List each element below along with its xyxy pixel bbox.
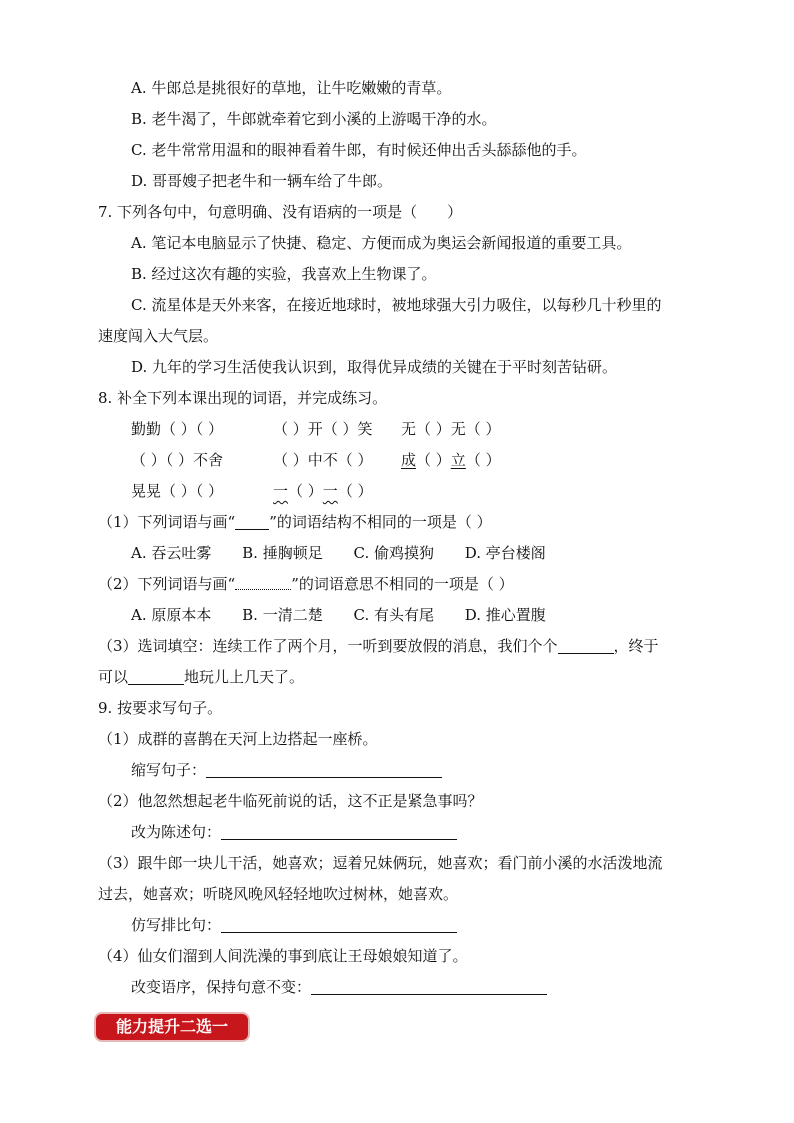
q8-sub2: （2）下列词语与画“ ”的词语意思不相同的一项是（ ） bbox=[98, 575, 514, 593]
q8-sub1: （1）下列词语与画“ ”的词语结构不相同的一项是（ ） bbox=[98, 513, 492, 531]
q8-sub3-line2: 可以 地玩儿上几天了。 bbox=[98, 668, 305, 686]
q7-stem: 7. 下列各句中，句意明确、没有语病的一项是（ ） bbox=[98, 203, 463, 221]
q8-word-r1c2: （ ）开（ ）笑 bbox=[273, 420, 373, 438]
q7-option-a: A. 笔记本电脑显示了快捷、稳定、方便而成为奥运会新闻报道的重要工具。 bbox=[131, 234, 632, 252]
fill-blank-1[interactable] bbox=[558, 637, 614, 654]
q9-s1-answer: 缩写句子： bbox=[131, 760, 442, 780]
q7-option-c-line1: C. 流星体是天外来客，在接近地球时，被地球强大引力吸住，以每秒几十秒里的 bbox=[131, 296, 662, 314]
q8-stem: 8. 补全下列本课出现的词语，并完成练习。 bbox=[98, 389, 388, 407]
answer-line-1[interactable] bbox=[206, 761, 442, 778]
q9-s3-answer: 仿写排比句： bbox=[131, 915, 457, 935]
q8-word-r3c2-wavy-a: 一 bbox=[273, 482, 289, 500]
q6-option-b: B. 老牛渴了，牛郎就牵着它到小溪的上游喝干净的水。 bbox=[131, 110, 497, 128]
q9-s2: （2）他忽然想起老牛临死前说的话，这不正是紧急事吗？ bbox=[98, 792, 483, 810]
q6-option-a: A. 牛郎总是挑很好的草地，让牛吃嫩嫩的青草。 bbox=[131, 79, 452, 97]
q9-s3-line1: （3）跟牛郎一块儿干活，她喜欢；逗着兄妹俩玩，她喜欢；看门前小溪的水活泼地流 bbox=[98, 854, 663, 872]
q8-sub2-options: A. 原原本本 B. 一清二楚 C. 有头有尾 D. 推心置腹 bbox=[131, 606, 546, 624]
answer-line-3[interactable] bbox=[221, 916, 457, 933]
fill-blank-2[interactable] bbox=[128, 668, 184, 685]
q8-sub1-options: A. 吞云吐雾 B. 捶胸顿足 C. 偷鸡摸狗 D. 亭台楼阁 bbox=[131, 544, 546, 562]
q9-s2-answer: 改为陈述句： bbox=[131, 822, 457, 842]
q8-word-r3c2-wavy-b: 一 bbox=[322, 482, 338, 500]
q8-word-r1c1: 勤勤（ ）（ ） bbox=[131, 420, 224, 438]
q8-word-r2c3-underlined-a: 成 bbox=[401, 451, 417, 469]
q9-s1: （1）成群的喜鹊在天河上边搭起一座桥。 bbox=[98, 730, 378, 748]
straight-underline-sample bbox=[235, 513, 269, 530]
q9-s4: （4）仙女们溜到人间洗澡的事到底让王母娘娘知道了。 bbox=[98, 947, 468, 965]
q9-s3-line2: 过去，她喜欢；听晓风晚风轻轻地吹过树林，她喜欢。 bbox=[98, 885, 459, 903]
q7-option-d: D. 九年的学习生活使我认识到，取得优异成绩的关键在于平时刻苦钻研。 bbox=[131, 358, 618, 376]
q8-word-r2c1: （ ）（ ）不舍 bbox=[131, 451, 224, 469]
q8-word-r3c1: 晃晃（ ）（ ） bbox=[131, 482, 224, 500]
q8-word-r3c2: 一（ ）一（ ） bbox=[273, 482, 373, 500]
q7-option-c-line2: 速度闯入大气层。 bbox=[98, 327, 219, 345]
q8-word-r2c3: 成（ ）立（ ） bbox=[401, 451, 501, 469]
answer-line-2[interactable] bbox=[221, 823, 457, 840]
q6-option-c: C. 老牛常常用温和的眼神看着牛郎，有时候还伸出舌头舔舔他的手。 bbox=[131, 141, 587, 159]
q9-s4-answer: 改变语序，保持句意不变： bbox=[131, 977, 547, 997]
q6-option-d: D. 哥哥嫂子把老牛和一辆车给了牛郎。 bbox=[131, 172, 393, 190]
q7-option-b: B. 经过这次有趣的实验，我喜欢上生物课了。 bbox=[131, 265, 437, 283]
q8-word-r2c3-underlined-b: 立 bbox=[450, 451, 466, 469]
q8-sub3-line1: （3）选词填空：连续工作了两个月，一听到要放假的消息，我们个个 ，终于 bbox=[98, 637, 659, 655]
q8-word-r2c2: （ ）中不（ ） bbox=[273, 451, 373, 469]
wavy-underline-sample bbox=[235, 575, 291, 590]
q8-word-r1c3: 无（ ）无（ ） bbox=[401, 420, 501, 438]
answer-line-4[interactable] bbox=[311, 978, 547, 995]
section-badge: 能力提升二选一 bbox=[96, 1014, 248, 1040]
q9-stem: 9. 按要求写句子。 bbox=[98, 699, 223, 717]
